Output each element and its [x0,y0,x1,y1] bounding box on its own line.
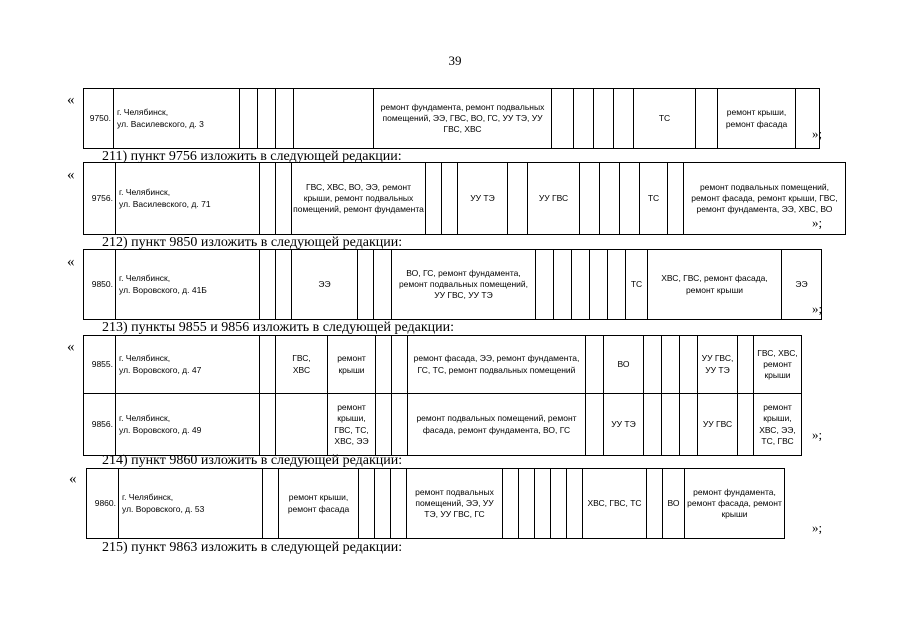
address-cell: г. Челябинск, ул. Василевского, д. 3 [114,89,240,149]
work-type-cell: ремонт крыши, ГВС, ТС, ХВС, ЭЭ [328,394,376,456]
table-item-9756 [83,162,846,235]
table-row [84,336,802,394]
work-type-cell [359,469,375,539]
work-type-cell: ремонт подвальных помещений, ремонт фасада, ремонт фундамента, ВО, ГС [408,394,586,456]
table-item-9850 [83,249,822,320]
work-type-cell: ВО [604,336,644,394]
work-type-cell [263,469,279,539]
work-type-cell [600,163,620,235]
item-number-cell: 9860. [87,469,119,539]
work-type-cell: ремонт фундамента, ремонт фасада, ремонт крыши [685,469,785,539]
work-type-cell [680,394,698,456]
work-type-cell [662,394,680,456]
work-type-cell [391,469,407,539]
work-type-cell [535,469,551,539]
work-type-cell: ТС [634,89,696,149]
closing-quote: »; [812,215,823,230]
opening-quote: « [67,339,75,355]
work-type-cell [644,336,662,394]
work-type-cell [620,163,640,235]
page-number: 39 [448,53,462,68]
work-type-cell [508,163,528,235]
closing-quote: »; [812,427,823,442]
work-type-cell [276,250,292,320]
item-number-cell: 9850. [84,250,116,320]
opening-quote: « [67,167,75,183]
work-type-cell [374,250,392,320]
table-row [84,163,846,235]
closing-quote: »; [812,126,823,141]
work-type-cell [614,89,634,149]
table-row [84,250,822,320]
work-type-cell [668,163,684,235]
table-item-9750 [83,88,823,149]
work-type-cell: ремонт фасада, ЭЭ, ремонт фундамента, ГС, ТС, ремонт подвальных помещений [408,336,586,394]
work-type-cell [572,250,590,320]
work-type-cell: ВО, ГС, ремонт фундамента, ремонт подвальных помещений, УУ ГВС, УУ ТЭ [392,250,536,320]
work-type-cell [696,89,718,149]
address-cell: г. Челябинск, ул. Воровского, д. 53 [119,469,263,539]
heading-item-211: 211) пункт 9756 изложить в следующей редакции: [102,149,402,164]
work-type-cell [662,336,680,394]
work-type-cell [426,163,442,235]
work-type-cell: ЭЭ [782,250,822,320]
work-type-cell [260,336,276,394]
closing-quote: »; [812,520,823,535]
work-type-cell [580,163,600,235]
work-type-cell: ГВС, ХВС [276,336,328,394]
work-type-cell: ТС [640,163,668,235]
work-type-cell [574,89,594,149]
work-type-cell [552,89,574,149]
item-number-cell: 9750. [84,89,114,149]
table-row [84,89,820,149]
opening-quote: « [67,254,75,270]
opening-quote: « [69,471,77,487]
work-type-cell [276,89,294,149]
work-type-cell [590,250,608,320]
work-type-cell [536,250,554,320]
heading-item-213: 213) пункты 9855 и 9856 изложить в следующей редакции: [102,320,455,335]
work-type-cell: ГВС, ХВС, ремонт крыши [754,336,802,394]
work-type-cell: УУ ГВС [528,163,580,235]
work-type-cell: ремонт крыши, ремонт фасада [718,89,796,149]
work-type-cell: ВО [663,469,685,539]
work-type-cell [276,163,292,235]
heading-item-214: 214) пункт 9860 изложить в следующей редакции: [102,453,403,468]
table-row [84,394,802,456]
work-type-cell: ремонт подвальных помещений, ЭЭ, УУ ТЭ, УУ ГВС, ГС [407,469,503,539]
work-type-cell [608,250,626,320]
heading-item-212: 212) пункт 9850 изложить в следующей редакции: [102,235,403,250]
closing-quote: »; [812,301,823,316]
work-type-cell [358,250,374,320]
address-cell: г. Челябинск, ул. Воровского, д. 47 [116,336,260,394]
work-type-cell [375,469,391,539]
work-type-cell [586,336,604,394]
work-type-cell [260,394,276,456]
work-type-cell: ХВС, ГВС, ремонт фасада, ремонт крыши [648,250,782,320]
heading-item-215: 215) пункт 9863 изложить в следующей редакции: [102,540,403,555]
work-type-cell [392,336,408,394]
work-type-cell: ремонт крыши [328,336,376,394]
work-type-cell [392,394,408,456]
work-type-cell [738,336,754,394]
work-type-cell [680,336,698,394]
item-number-cell: 9855. [84,336,116,394]
work-type-cell [240,89,258,149]
work-type-cell [647,469,663,539]
work-type-cell [594,89,614,149]
table-items-9855-9856 [83,335,802,456]
item-number-cell: 9756. [84,163,116,235]
work-type-cell: ХВС, ГВС, ТС [583,469,647,539]
work-type-cell [442,163,458,235]
work-type-cell: УУ ТЭ [458,163,508,235]
work-type-cell [376,336,392,394]
work-type-cell [644,394,662,456]
work-type-cell [738,394,754,456]
work-type-cell [260,250,276,320]
work-type-cell: ЭЭ [292,250,358,320]
address-cell: г. Челябинск, ул. Воровского, д. 41Б [116,250,260,320]
work-type-cell: УУ ГВС [698,394,738,456]
table-item-9860 [86,468,785,539]
work-type-cell: ремонт крыши, ремонт фасада [279,469,359,539]
work-type-cell [276,394,328,456]
work-type-cell: ремонт крыши, ХВС, ЭЭ, ТС, ГВС [754,394,802,456]
work-type-cell [567,469,583,539]
item-number-cell: 9856. [84,394,116,456]
work-type-cell [586,394,604,456]
table-row [87,469,785,539]
work-type-cell [519,469,535,539]
work-type-cell [258,89,276,149]
work-type-cell [260,163,276,235]
work-type-cell [376,394,392,456]
work-type-cell: УУ ГВС, УУ ТЭ [698,336,738,394]
work-type-cell: ремонт фундамента, ремонт подвальных помещений, ЭЭ, ГВС, ВО, ГС, УУ ТЭ, УУ ГВС, ХВС [374,89,552,149]
work-type-cell: ремонт подвальных помещений, ремонт фасада, ремонт крыши, ГВС, ремонт фундамента, ЭЭ, ХВС, ВО [684,163,846,235]
address-cell: г. Челябинск, ул. Василевского, д. 71 [116,163,260,235]
work-type-cell [551,469,567,539]
work-type-cell: ГВС, ХВС, ВО, ЭЭ, ремонт крыши, ремонт подвальных помещений, ремонт фундамента [292,163,426,235]
opening-quote: « [67,92,75,108]
work-type-cell: УУ ТЭ [604,394,644,456]
work-type-cell [294,89,374,149]
address-cell: г. Челябинск, ул. Воровского, д. 49 [116,394,260,456]
work-type-cell: ТС [626,250,648,320]
work-type-cell [554,250,572,320]
work-type-cell [503,469,519,539]
